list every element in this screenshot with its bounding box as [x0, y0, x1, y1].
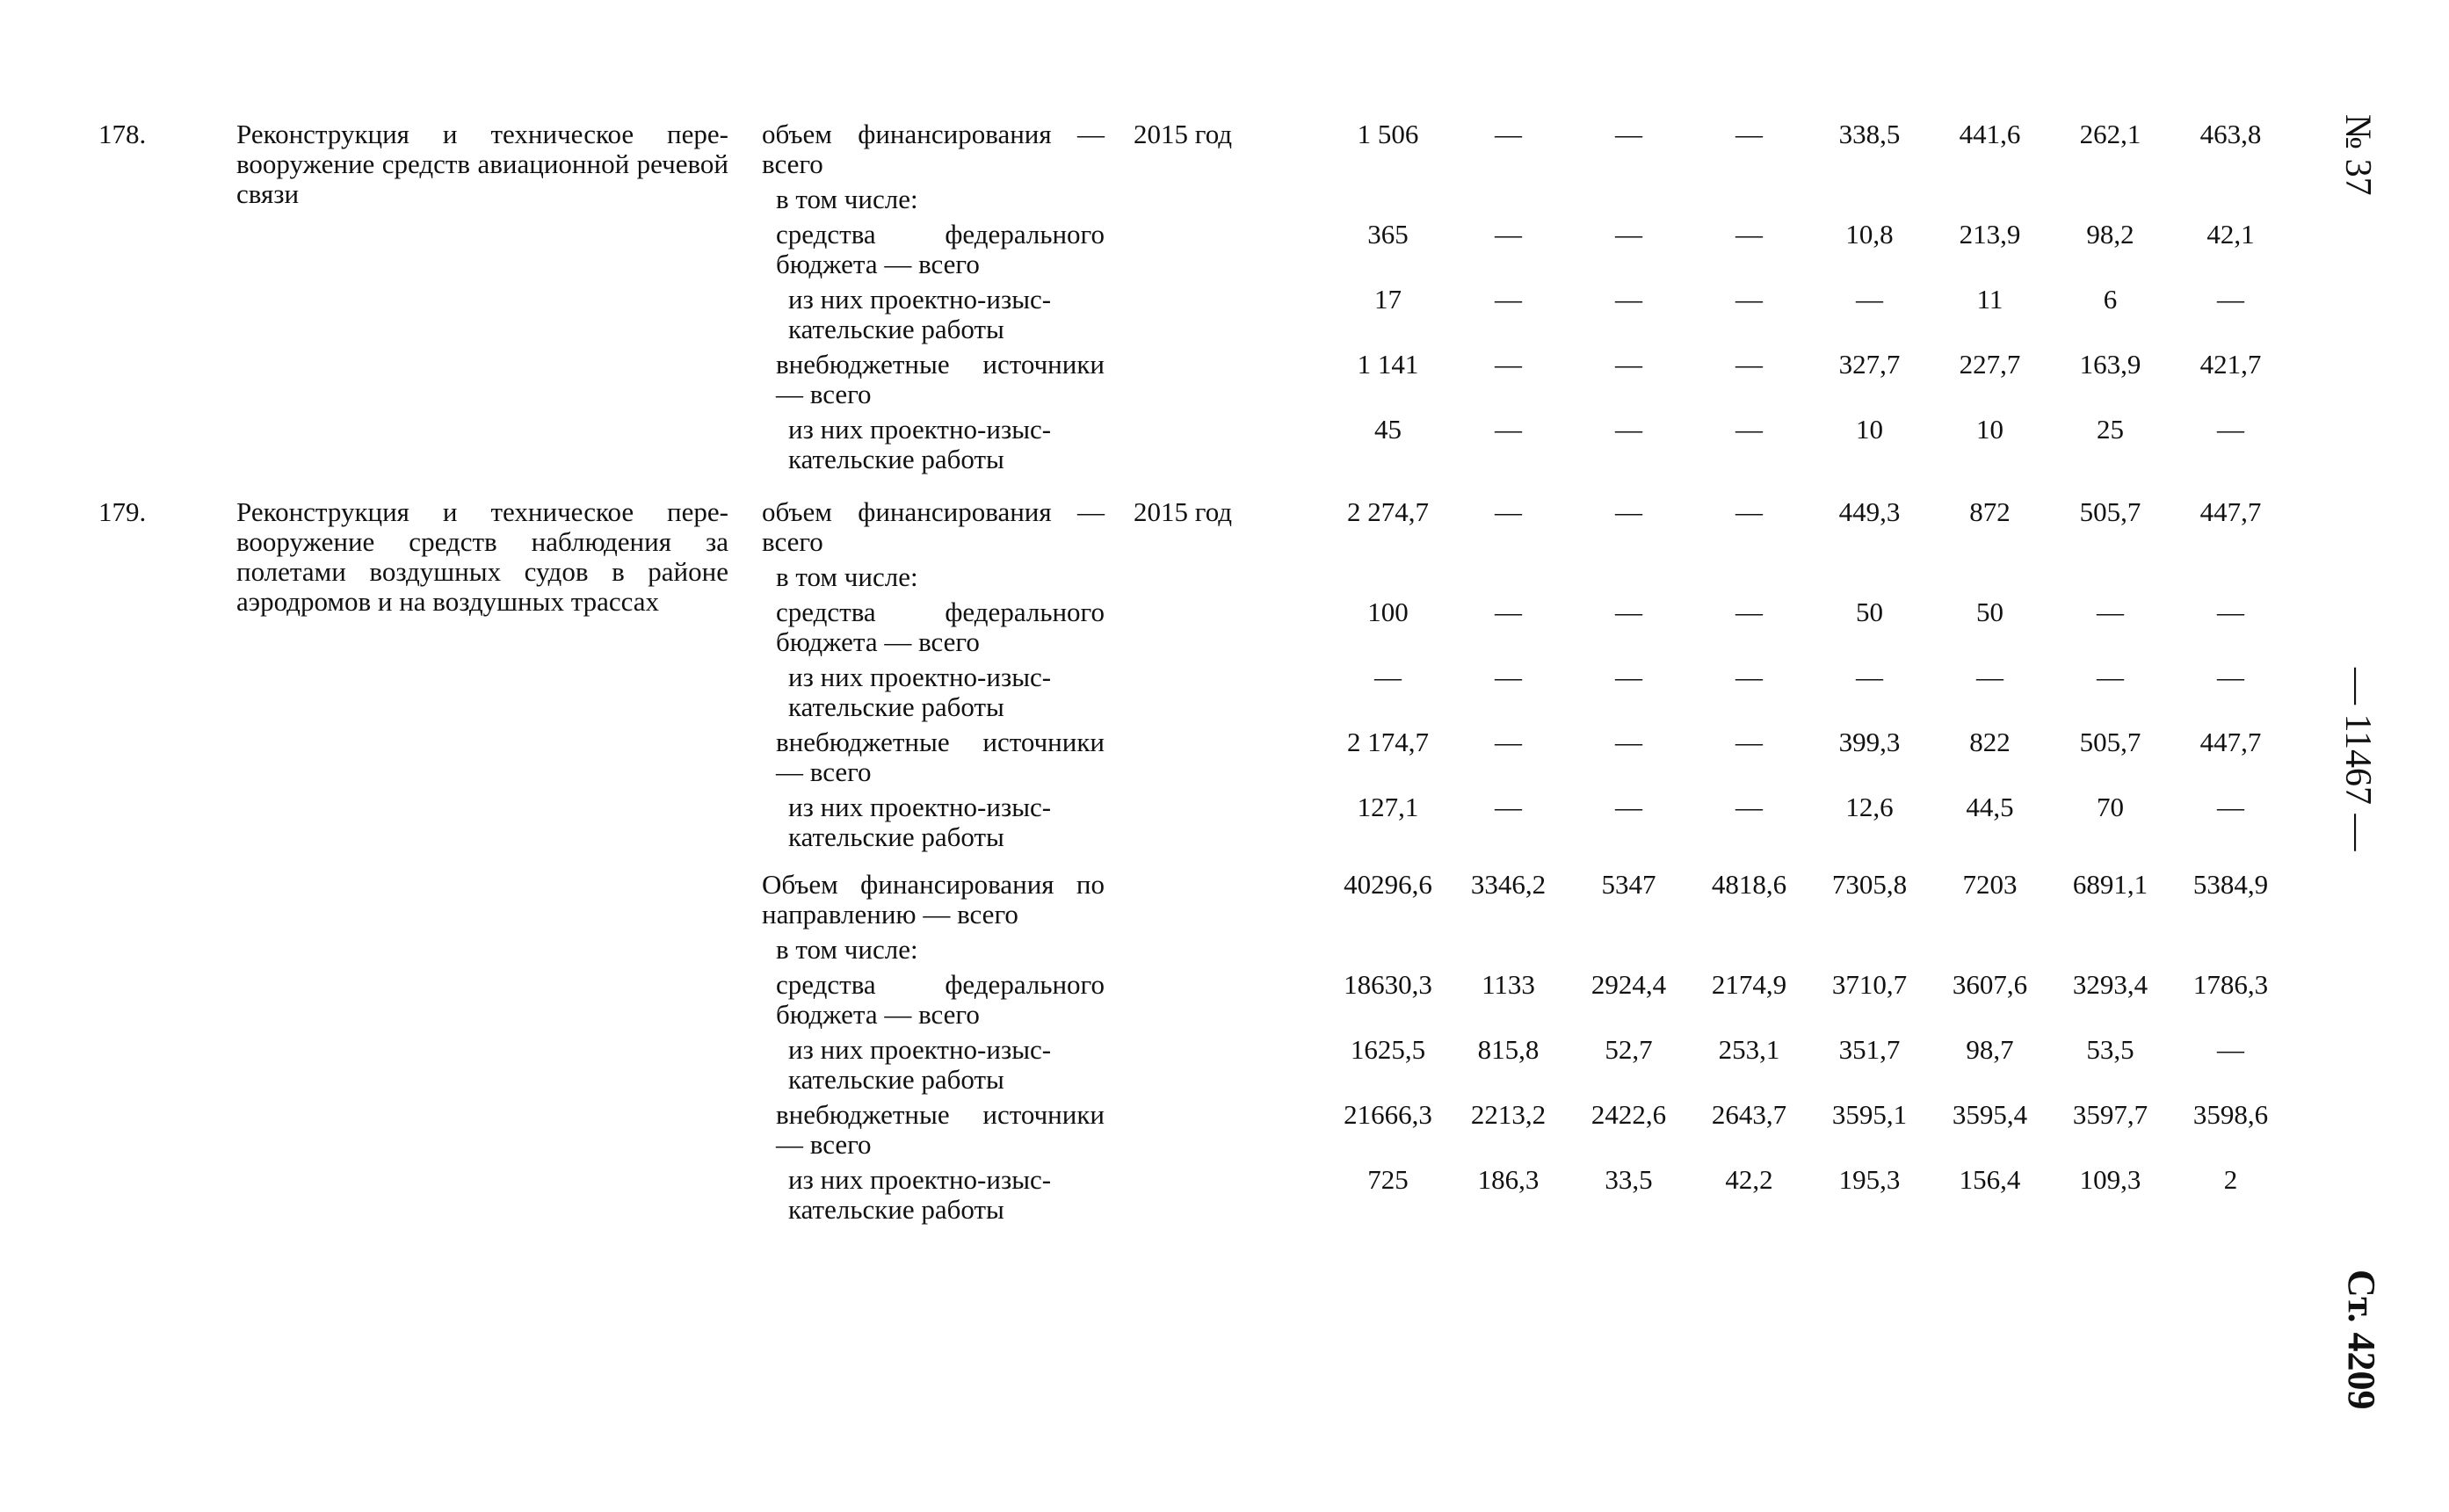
empty-cell — [1134, 965, 1328, 1030]
value-cell: 1 141 — [1357, 349, 1419, 380]
item-number — [98, 657, 236, 722]
empty-cell — [236, 852, 762, 930]
value-cell: 262,1 — [2079, 119, 2141, 149]
item-year — [1134, 344, 1328, 409]
value-cell — [1569, 930, 1689, 965]
value-cell: 50 — [1856, 597, 1883, 627]
value-cell: 3595,4 — [1952, 1099, 2028, 1130]
item-year — [1134, 179, 1328, 214]
row-label — [762, 852, 1134, 930]
value-cell: — — [1615, 792, 1642, 822]
value-cell: — — [1615, 219, 1642, 250]
value-cell: — — [1615, 597, 1642, 627]
value-cell: 10 — [1856, 414, 1883, 445]
value-cell: 1625,5 — [1350, 1034, 1426, 1065]
row-label-text: внебюджетные источники — всего — [776, 727, 1105, 787]
value-cell: 100 — [1367, 597, 1409, 627]
item-year — [1134, 722, 1328, 787]
empty-cell — [98, 965, 236, 1030]
value-cell: — — [1495, 414, 1522, 445]
value-cell — [1328, 179, 1448, 214]
empty-cell — [1134, 1160, 1328, 1225]
totals-row — [98, 852, 2291, 930]
row-label-text: Объем финансирования по направлению — всего — [762, 869, 1105, 930]
item-title-text: Реконструкция и техническое перевооружение средств наблюдения за полетами воздушных судов в районе аэродромов и на воздушных трассах — [236, 496, 728, 617]
empty-cell — [98, 1160, 236, 1225]
row-label-text: из них проектно-изыскательские работы — [788, 662, 1052, 722]
empty-cell — [98, 1030, 236, 1095]
value-cell: — — [1615, 349, 1642, 380]
item-year — [1134, 657, 1328, 722]
row-label — [762, 557, 1134, 592]
row-label-text: в том числе: — [776, 934, 918, 965]
value-cell: 227,7 — [1959, 349, 2021, 380]
value-cell: — — [1856, 284, 1883, 315]
value-cell — [2050, 557, 2170, 592]
value-cell: 505,7 — [2079, 727, 2141, 757]
row-label-text: в том числе: — [776, 561, 918, 592]
item-number — [98, 179, 236, 214]
value-cell: 3598,6 — [2192, 1099, 2269, 1130]
row-label — [762, 1095, 1134, 1160]
totals-row — [98, 1030, 2291, 1095]
row-label — [762, 119, 1134, 179]
empty-cell — [98, 930, 236, 965]
value-cell: — — [1495, 662, 1522, 692]
value-cell: 33,5 — [1605, 1164, 1653, 1195]
value-cell: — — [1615, 727, 1642, 757]
table-body — [98, 119, 2291, 1225]
value-cell: 50 — [1976, 597, 2003, 627]
item-year — [1134, 787, 1328, 852]
value-cell — [1809, 179, 1930, 214]
value-cell: 186,3 — [1477, 1164, 1540, 1195]
value-cell: — — [1735, 597, 1763, 627]
value-cell: 463,8 — [2199, 119, 2262, 149]
value-cell: 52,7 — [1605, 1034, 1653, 1065]
empty-cell — [236, 1095, 762, 1160]
item-title-text: Реконструкция и техническое перевооружение средств авиационной речевой связи — [236, 119, 728, 209]
value-cell: — — [2097, 662, 2124, 692]
value-cell — [1569, 179, 1689, 214]
row-label-text: средства федерального бюджета — всего — [776, 219, 1105, 279]
row-label — [762, 279, 1134, 344]
row-label — [762, 722, 1134, 787]
value-cell — [1328, 930, 1448, 965]
value-cell: 2422,6 — [1590, 1099, 1667, 1130]
value-cell: 2 174,7 — [1347, 727, 1429, 757]
value-cell: 5347 — [1601, 869, 1656, 900]
value-cell: — — [1735, 349, 1763, 380]
value-cell: 10,8 — [1845, 219, 1894, 250]
row-label — [762, 592, 1134, 657]
value-cell: 441,6 — [1959, 119, 2021, 149]
value-cell: 2 — [2223, 1164, 2238, 1195]
item-title — [236, 119, 762, 474]
value-cell: 3597,7 — [2072, 1099, 2148, 1130]
value-cell: — — [1615, 414, 1642, 445]
item-number — [98, 787, 236, 852]
value-cell: 53,5 — [2086, 1034, 2134, 1065]
value-cell: 109,3 — [2079, 1164, 2141, 1195]
value-cell — [1809, 557, 1930, 592]
value-cell: 42,1 — [2206, 219, 2255, 250]
value-cell: 12,6 — [1845, 792, 1894, 822]
row-label-text: внебюджетные источники — всего — [776, 1099, 1105, 1160]
empty-cell — [98, 1095, 236, 1160]
value-cell: 447,7 — [2199, 496, 2262, 527]
value-cell: 42,2 — [1725, 1164, 1773, 1195]
item-number — [98, 344, 236, 409]
row-label-text: средства федерального бюджета — всего — [776, 969, 1105, 1030]
row-label — [762, 214, 1134, 279]
value-cell: — — [2217, 662, 2244, 692]
value-cell: — — [1976, 662, 2003, 692]
item-number — [98, 722, 236, 787]
value-cell: — — [1615, 662, 1642, 692]
value-cell: — — [2217, 597, 2244, 627]
value-cell: — — [2097, 597, 2124, 627]
item-title — [236, 474, 762, 852]
value-cell: 2924,4 — [1590, 969, 1667, 1000]
empty-cell — [236, 965, 762, 1030]
row-label — [762, 1030, 1134, 1095]
value-cell: 40296,6 — [1344, 869, 1432, 900]
value-cell: — — [2217, 414, 2244, 445]
value-cell: 4818,6 — [1711, 869, 1787, 900]
value-cell: — — [1735, 219, 1763, 250]
value-cell: 10 — [1976, 414, 2003, 445]
value-cell: 815,8 — [1477, 1034, 1540, 1065]
value-cell: 70 — [2097, 792, 2124, 822]
value-cell — [2170, 179, 2291, 214]
value-cell: 195,3 — [1838, 1164, 1901, 1195]
value-cell: — — [1495, 119, 1522, 149]
value-cell: 45 — [1374, 414, 1402, 445]
value-cell: — — [1735, 792, 1763, 822]
value-cell: 3293,4 — [2072, 969, 2148, 1000]
value-cell: — — [1735, 496, 1763, 527]
value-cell: 17 — [1374, 284, 1402, 315]
table-row — [98, 474, 2291, 557]
row-label — [762, 965, 1134, 1030]
value-cell: 1133 — [1482, 969, 1535, 1000]
totals-row — [98, 930, 2291, 965]
value-cell: — — [1495, 219, 1522, 250]
value-cell — [1930, 557, 2050, 592]
item-number: 179. — [98, 496, 147, 527]
item-number — [98, 592, 236, 657]
item-number — [98, 214, 236, 279]
value-cell: — — [1615, 284, 1642, 315]
value-cell: — — [1495, 284, 1522, 315]
empty-cell — [1134, 930, 1328, 965]
value-cell: 338,5 — [1838, 119, 1901, 149]
value-cell: 872 — [1969, 496, 2011, 527]
value-cell — [1689, 179, 1809, 214]
page-number: Ст. 4209 — [2340, 1270, 2383, 1410]
value-cell — [1930, 179, 2050, 214]
value-cell: 447,7 — [2199, 727, 2262, 757]
item-number: 178. — [98, 119, 147, 149]
row-label-text: из них проектно-изыскательские работы — [788, 284, 1052, 344]
value-cell — [1809, 930, 1930, 965]
row-label-text: объем финансирования — всего — [762, 496, 1105, 557]
row-label — [762, 657, 1134, 722]
value-cell: — — [1615, 119, 1642, 149]
value-cell: 98,7 — [1966, 1034, 2014, 1065]
value-cell: — — [1735, 284, 1763, 315]
value-cell — [2050, 930, 2170, 965]
value-cell: — — [1495, 496, 1522, 527]
value-cell — [1689, 557, 1809, 592]
issue-number: № 37 — [2337, 114, 2378, 196]
value-cell: 1786,3 — [2192, 969, 2269, 1000]
table-row — [98, 119, 2291, 179]
value-cell: 2174,9 — [1711, 969, 1787, 1000]
value-cell — [2050, 179, 2170, 214]
value-cell: 3710,7 — [1831, 969, 1908, 1000]
value-cell: 25 — [2097, 414, 2124, 445]
value-cell: 399,3 — [1838, 727, 1901, 757]
value-cell: 449,3 — [1838, 496, 1901, 527]
value-cell: 7305,8 — [1831, 869, 1908, 900]
value-cell: 127,1 — [1357, 792, 1419, 822]
row-label-text: объем финансирования — всего — [762, 119, 1105, 179]
value-cell: — — [1495, 349, 1522, 380]
value-cell — [1569, 557, 1689, 592]
row-label — [762, 930, 1134, 965]
value-cell: — — [1374, 662, 1402, 692]
value-cell: 253,1 — [1718, 1034, 1780, 1065]
row-label — [762, 409, 1134, 474]
item-year: 2015 год — [1134, 119, 1233, 149]
value-cell: — — [1495, 597, 1522, 627]
row-label — [762, 1160, 1134, 1225]
item-year — [1134, 214, 1328, 279]
row-label-text: из них проектно-изыскательские работы — [788, 792, 1052, 852]
value-cell: 327,7 — [1838, 349, 1901, 380]
totals-row — [98, 1160, 2291, 1225]
totals-row — [98, 1095, 2291, 1160]
value-cell: 5384,9 — [2192, 869, 2269, 900]
value-cell: 1 506 — [1357, 119, 1419, 149]
value-cell — [1448, 557, 1569, 592]
value-cell: 822 — [1969, 727, 2011, 757]
item-number — [98, 279, 236, 344]
value-cell: 2213,2 — [1470, 1099, 1547, 1130]
value-cell: — — [2217, 1034, 2244, 1065]
value-cell: — — [1735, 414, 1763, 445]
law-number: — 11467 — — [2337, 668, 2378, 851]
value-cell: 6891,1 — [2072, 869, 2148, 900]
row-label-text: из них проектно-изыскательские работы — [788, 1034, 1052, 1095]
row-label — [762, 787, 1134, 852]
value-cell — [1448, 930, 1569, 965]
row-label-text: из них проектно-изыскательские работы — [788, 414, 1052, 474]
value-cell: 725 — [1367, 1164, 1409, 1195]
value-cell: 156,4 — [1959, 1164, 2021, 1195]
empty-cell — [1134, 852, 1328, 930]
value-cell: 351,7 — [1838, 1034, 1901, 1065]
value-cell: 2643,7 — [1711, 1099, 1787, 1130]
value-cell: 98,2 — [2086, 219, 2134, 250]
value-cell: — — [1735, 662, 1763, 692]
empty-cell — [236, 1030, 762, 1095]
row-label — [762, 474, 1134, 557]
empty-cell — [1134, 1095, 1328, 1160]
value-cell: 18630,3 — [1344, 969, 1432, 1000]
value-cell: 11 — [1976, 284, 2003, 315]
row-label-text: средства федерального бюджета — всего — [776, 597, 1105, 657]
value-cell: 213,9 — [1959, 219, 2021, 250]
row-label — [762, 344, 1134, 409]
value-cell: 163,9 — [2079, 349, 2141, 380]
value-cell: 3607,6 — [1952, 969, 2028, 1000]
value-cell: 3595,1 — [1831, 1099, 1908, 1130]
value-cell: — — [1495, 792, 1522, 822]
value-cell — [2170, 930, 2291, 965]
value-cell: 6 — [2103, 284, 2118, 315]
value-cell: — — [1856, 662, 1883, 692]
empty-cell — [98, 852, 236, 930]
value-cell — [1328, 557, 1448, 592]
value-cell: — — [1615, 496, 1642, 527]
empty-cell — [236, 930, 762, 965]
value-cell: — — [1735, 119, 1763, 149]
item-number — [98, 557, 236, 592]
totals-row — [98, 965, 2291, 1030]
value-cell: 2 274,7 — [1347, 496, 1429, 527]
value-cell — [1448, 179, 1569, 214]
value-cell — [1930, 930, 2050, 965]
item-year — [1134, 592, 1328, 657]
value-cell: 44,5 — [1966, 792, 2014, 822]
item-year — [1134, 557, 1328, 592]
value-cell: 7203 — [1962, 869, 2018, 900]
item-number — [98, 409, 236, 474]
empty-cell — [1134, 1030, 1328, 1095]
row-label-text: в том числе: — [776, 184, 918, 214]
value-cell: — — [1495, 727, 1522, 757]
value-cell: 505,7 — [2079, 496, 2141, 527]
value-cell: — — [1735, 727, 1763, 757]
row-label-text: из них проектно-изыскательские работы — [788, 1164, 1052, 1225]
value-cell: — — [2217, 792, 2244, 822]
value-cell: — — [2217, 284, 2244, 315]
item-year — [1134, 279, 1328, 344]
value-cell: 3346,2 — [1470, 869, 1547, 900]
value-cell — [1689, 930, 1809, 965]
row-label — [762, 179, 1134, 214]
row-label-text: внебюджетные источники — всего — [776, 349, 1105, 409]
value-cell — [2170, 557, 2291, 592]
item-year — [1134, 409, 1328, 474]
value-cell: 21666,3 — [1344, 1099, 1432, 1130]
value-cell: 421,7 — [2199, 349, 2262, 380]
item-year: 2015 год — [1134, 496, 1233, 527]
financing-table — [98, 119, 2291, 1225]
value-cell: 365 — [1367, 219, 1409, 250]
empty-cell — [236, 1160, 762, 1225]
